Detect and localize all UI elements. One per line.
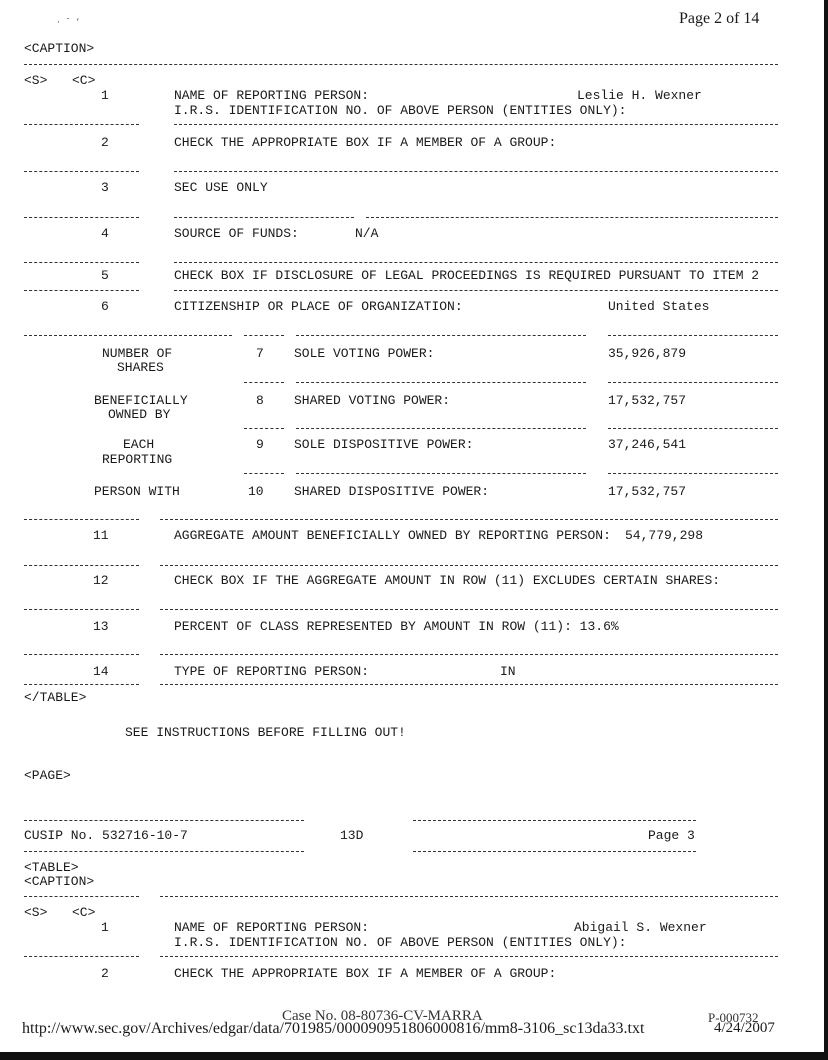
row-7-label: SOLE VOTING POWER: — [294, 346, 435, 361]
row-divider — [160, 684, 778, 685]
row-divider — [24, 217, 139, 218]
row-divider — [296, 473, 586, 474]
table-tag: <TABLE> — [24, 860, 79, 875]
row-divider — [608, 382, 778, 383]
row-3-number: 3 — [101, 180, 109, 195]
cusip-divider-top — [413, 820, 696, 821]
page-tag: <PAGE> — [24, 768, 71, 783]
row-divider — [174, 217, 354, 218]
row-divider — [296, 335, 586, 336]
cusip-divider-bottom — [413, 851, 696, 852]
reporting-person-name: Abigail S. Wexner — [574, 920, 707, 935]
table-end-tag: </TABLE> — [24, 690, 87, 705]
row-divider — [24, 171, 139, 172]
row-divider — [24, 124, 139, 125]
row-divider — [24, 609, 139, 610]
sole-dispositive-power-value: 37,246,541 — [608, 437, 687, 452]
page-frame-right — [824, 0, 828, 1060]
row-13-number: 13 — [93, 619, 109, 634]
row-divider — [174, 124, 778, 125]
aggregate-amount-value: 54,779,298 — [625, 528, 704, 543]
row-14-number: 14 — [93, 664, 109, 679]
person-with-label: PERSON WITH — [94, 484, 180, 499]
page-3-label: Page 3 — [648, 828, 695, 843]
row-divider — [24, 519, 139, 520]
row-divider — [174, 171, 778, 172]
reporting-person-name: Leslie H. Wexner — [577, 88, 702, 103]
row-1-irs-label: I.R.S. IDENTIFICATION NO. OF ABOVE PERSON (ENTITIES ONLY): — [174, 935, 627, 950]
row-divider — [608, 428, 778, 429]
row-3-label: SEC USE ONLY — [174, 180, 268, 195]
row-2-number: 2 — [101, 966, 109, 981]
cusip-number: CUSIP No. 532716-10-7 — [24, 828, 188, 843]
row-4-label: SOURCE OF FUNDS: — [174, 226, 299, 241]
row-7-number: 7 — [256, 346, 264, 361]
row-6-label: CITIZENSHIP OR PLACE OF ORGANIZATION: — [174, 299, 463, 314]
source-of-funds-value: N/A — [355, 226, 379, 241]
row-1-label: NAME OF REPORTING PERSON: — [174, 920, 370, 935]
row-divider — [174, 290, 778, 291]
row-13-label: PERCENT OF CLASS REPRESENTED BY AMOUNT IN ROW (11): 13.6% — [174, 619, 619, 634]
number-of-label: NUMBER OF — [102, 346, 173, 361]
row-divider — [244, 382, 284, 383]
row-divider — [24, 290, 139, 291]
row-divider — [160, 609, 778, 610]
row-divider — [174, 262, 778, 263]
caption-tag: <CAPTION> — [24, 874, 95, 889]
reporting-label: REPORTING — [102, 452, 173, 467]
row-divider — [24, 64, 778, 65]
row-divider — [24, 335, 232, 336]
row-14-label: TYPE OF REPORTING PERSON: — [174, 664, 370, 679]
row-12-label: CHECK BOX IF THE AGGREGATE AMOUNT IN ROW (11) EXCLUDES CERTAIN SHARES: — [174, 573, 721, 588]
print-date: 4/24/2007 — [714, 1020, 775, 1036]
row-11-number: 11 — [93, 528, 109, 543]
scan-specks: · ˘ ‘ — [56, 18, 81, 27]
row-2-number: 2 — [101, 135, 109, 150]
row-5-number: 5 — [101, 268, 109, 283]
form-type: 13D — [340, 828, 364, 843]
s-tag: <S> — [24, 73, 48, 88]
row-8-number: 8 — [256, 393, 264, 408]
shares-label: SHARES — [117, 360, 164, 375]
row-divider — [160, 956, 778, 957]
caption-tag: <CAPTION> — [24, 41, 95, 56]
row-divider — [244, 473, 284, 474]
row-divider — [608, 335, 778, 336]
row-1-irs-label: I.R.S. IDENTIFICATION NO. OF ABOVE PERSON (ENTITIES ONLY): — [174, 103, 627, 118]
row-5-label: CHECK BOX IF DISCLOSURE OF LEGAL PROCEEDINGS IS REQUIRED PURSUANT TO ITEM 2 — [174, 268, 760, 283]
row-divider — [160, 519, 778, 520]
row-10-number: 10 — [248, 484, 264, 499]
s-tag: <S> — [24, 905, 48, 920]
beneficially-label: BENEFICIALLY — [94, 393, 188, 408]
shared-dispositive-power-value: 17,532,757 — [608, 484, 687, 499]
instructions-note: SEE INSTRUCTIONS BEFORE FILLING OUT! — [125, 725, 406, 740]
row-8-label: SHARED VOTING POWER: — [294, 393, 451, 408]
row-1-number: 1 — [101, 920, 109, 935]
row-4-number: 4 — [101, 226, 109, 241]
citizenship-value: United States — [608, 299, 710, 314]
bates-number-stamp: P-000732 — [708, 1010, 759, 1025]
row-1-number: 1 — [101, 88, 109, 103]
row-divider — [24, 565, 139, 566]
row-divider — [296, 382, 586, 383]
row-9-label: SOLE DISPOSITIVE POWER: — [294, 437, 474, 452]
c-tag: <C> — [72, 73, 96, 88]
case-number-stamp: Case No. 08-80736-CV-MARRA — [282, 1008, 483, 1024]
row-2-label: CHECK THE APPROPRIATE BOX IF A MEMBER OF A GROUP: — [174, 966, 557, 981]
row-divider — [160, 565, 778, 566]
page-frame-bottom — [0, 1052, 828, 1060]
row-divider — [608, 473, 778, 474]
cusip-divider-bottom — [24, 851, 304, 852]
row-divider — [296, 428, 586, 429]
page-number-header: Page 2 of 14 — [679, 10, 760, 27]
shared-voting-power-value: 17,532,757 — [608, 393, 687, 408]
c-tag: <C> — [72, 905, 96, 920]
row-divider — [24, 896, 139, 897]
sole-voting-power-value: 35,926,879 — [608, 346, 687, 361]
row-divider — [244, 335, 284, 336]
row-10-label: SHARED DISPOSITIVE POWER: — [294, 484, 490, 499]
source-url: http://www.sec.gov/Archives/edgar/data/701985/000090951806000816/mm8-3106_sc13da33.txt — [22, 1020, 645, 1037]
row-12-number: 12 — [93, 573, 109, 588]
cusip-divider-top — [24, 820, 304, 821]
row-divider — [244, 428, 284, 429]
row-6-number: 6 — [101, 299, 109, 314]
row-divider — [160, 896, 778, 897]
row-9-number: 9 — [256, 437, 264, 452]
row-11-label: AGGREGATE AMOUNT BENEFICIALLY OWNED BY REPORTING PERSON: — [174, 528, 611, 543]
row-2-label: CHECK THE APPROPRIATE BOX IF A MEMBER OF A GROUP: — [174, 135, 557, 150]
row-1-label: NAME OF REPORTING PERSON: — [174, 88, 370, 103]
row-divider — [24, 654, 139, 655]
row-divider — [160, 654, 778, 655]
owned-by-label: OWNED BY — [108, 407, 171, 422]
row-divider — [24, 684, 139, 685]
row-divider — [24, 262, 139, 263]
row-divider — [24, 956, 139, 957]
row-divider — [366, 217, 778, 218]
each-label: EACH — [123, 437, 155, 452]
reporting-person-type-value: IN — [500, 664, 516, 679]
